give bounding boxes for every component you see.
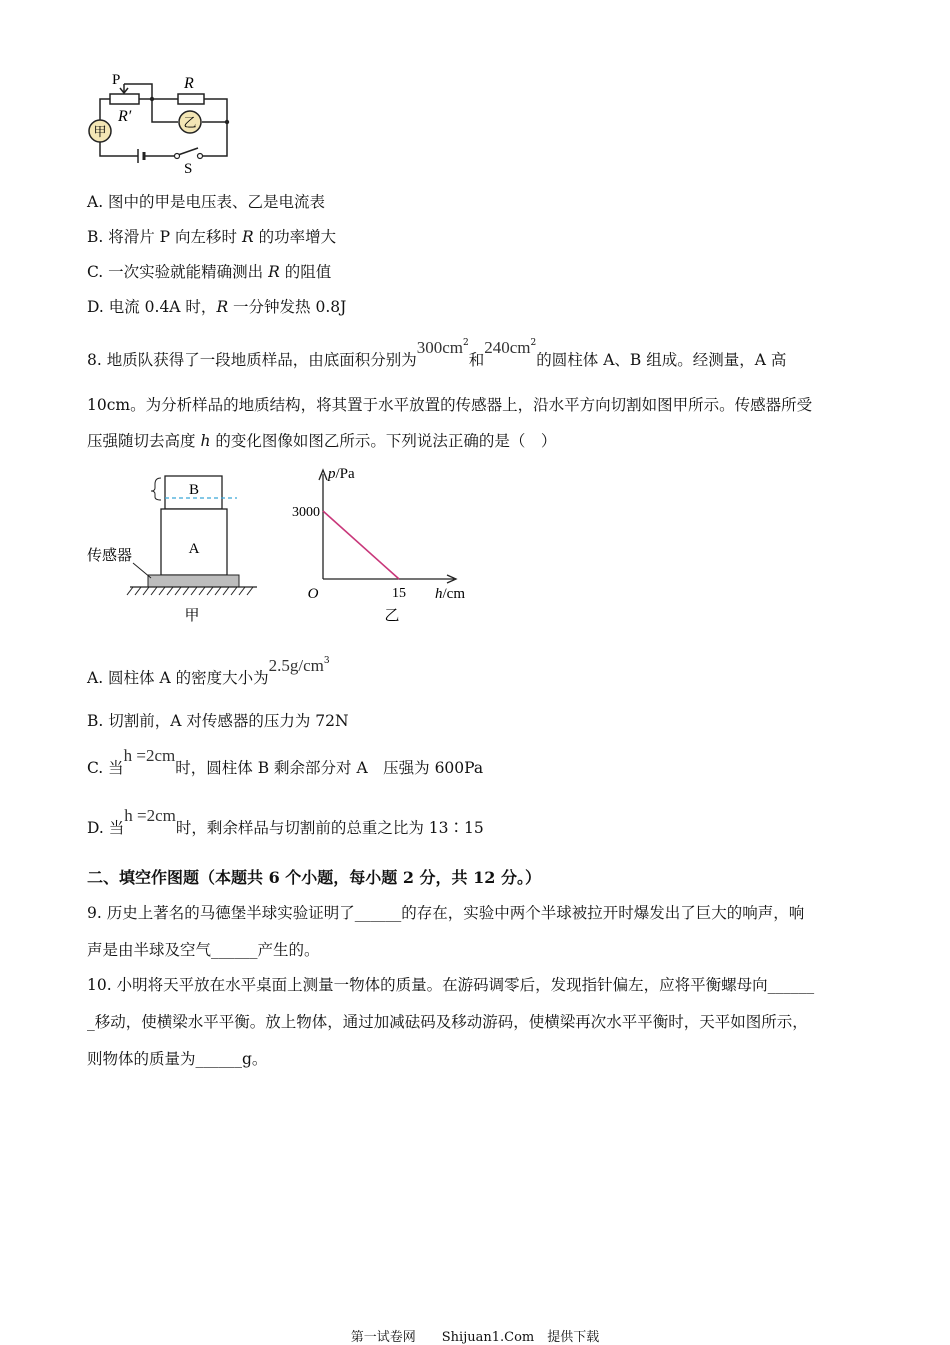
figure-yi-chart (280, 460, 480, 630)
q9-line2: 声是由半球及空气______产生的。 (87, 941, 320, 959)
label-b: B (188, 482, 200, 498)
q7-option-c: C. 一次实验就能精确测出 R 的阻值 (87, 263, 332, 281)
q8-option-d: D. 当h =2cm时，剩余样品与切割前的总重之比为 13∶15 (87, 806, 484, 837)
q10-line3: 则物体的质量为______g。 (87, 1050, 268, 1068)
q9-line1: 9. 历史上著名的马德堡半球实验证明了______的存在，实验中两个半球被拉开时爆发出了巨大的响声，响 (87, 904, 805, 922)
caption-jia: 甲 (184, 608, 200, 624)
caption-yi: 乙 (384, 608, 400, 624)
figure-jia (85, 470, 265, 630)
label-s: S (184, 161, 193, 177)
label-a: A (188, 541, 200, 557)
q8-stem-line2: 10cm。为分析样品的地质结构，将其置于水平放置的传感器上，沿水平方向切割如图甲所示。传感器所受 (87, 396, 813, 414)
q8-stem-line3: 压强随切去高度 h 的变化图像如图乙所示。下列说法正确的是（ ） (87, 432, 557, 450)
q7-option-a: A. 图中的甲是电压表、乙是电流表 (87, 193, 326, 211)
series-line (323, 511, 399, 579)
circuit-diagram (80, 70, 250, 180)
q10-line1: 10. 小明将天平放在水平桌面上测量一物体的质量。在游码调零后，发现指针偏左，应将平衡螺母向______ (87, 976, 815, 994)
q7-option-d: D. 电流 0.4A 时，R 一分钟发热 0.8J (87, 298, 347, 316)
y-tick-label: 3000 (292, 505, 320, 520)
q8-option-a: A. 圆柱体 A 的密度大小为$2.5g/cm^3$ (87, 656, 330, 687)
q8-option-b: B. 切割前，A 对传感器的压力为 72N (87, 712, 349, 730)
q8-stem-line1: 8. 地质队获得了一段地质样品，由底面积分别为$300cm^2$和$240cm^2$的圆柱体 A、B 组成。经测量，A 高 (87, 338, 787, 369)
x-axis-label: h/cm (435, 586, 465, 602)
origin-label: O (307, 586, 319, 602)
label-rprime: R′ (118, 108, 132, 125)
q10-line2: _移动，使横梁水平平衡。放上物体，通过加减砝码及移动游码，使横梁再次水平平衡时，天平如图所示， (87, 1013, 808, 1031)
y-axis-label: p/Pa (328, 466, 355, 482)
section-2-heading: 二、填空作图题（本题共 6 个小题，每小题 2 分，共 12 分。） (87, 868, 541, 887)
q7-option-b: B. 将滑片 P 向左移时 R 的功率增大 (87, 228, 337, 246)
meter-jia-label: 甲 (93, 124, 107, 139)
x-tick-label: 15 (392, 586, 406, 601)
q8-option-c: C. 当h =2cm时，圆柱体 B 剩余部分对 A 压强为 600Pa (87, 746, 484, 777)
junction-dot (225, 120, 229, 124)
meter-yi-label: 乙 (183, 115, 197, 130)
label-r: R (184, 75, 194, 92)
page-footer: 第一试卷网 Shijuan1.Com 提供下载 (350, 1330, 600, 1345)
label-sensor: 传感器 (87, 548, 133, 564)
junction-dot (150, 97, 154, 101)
label-p: P (112, 72, 121, 88)
